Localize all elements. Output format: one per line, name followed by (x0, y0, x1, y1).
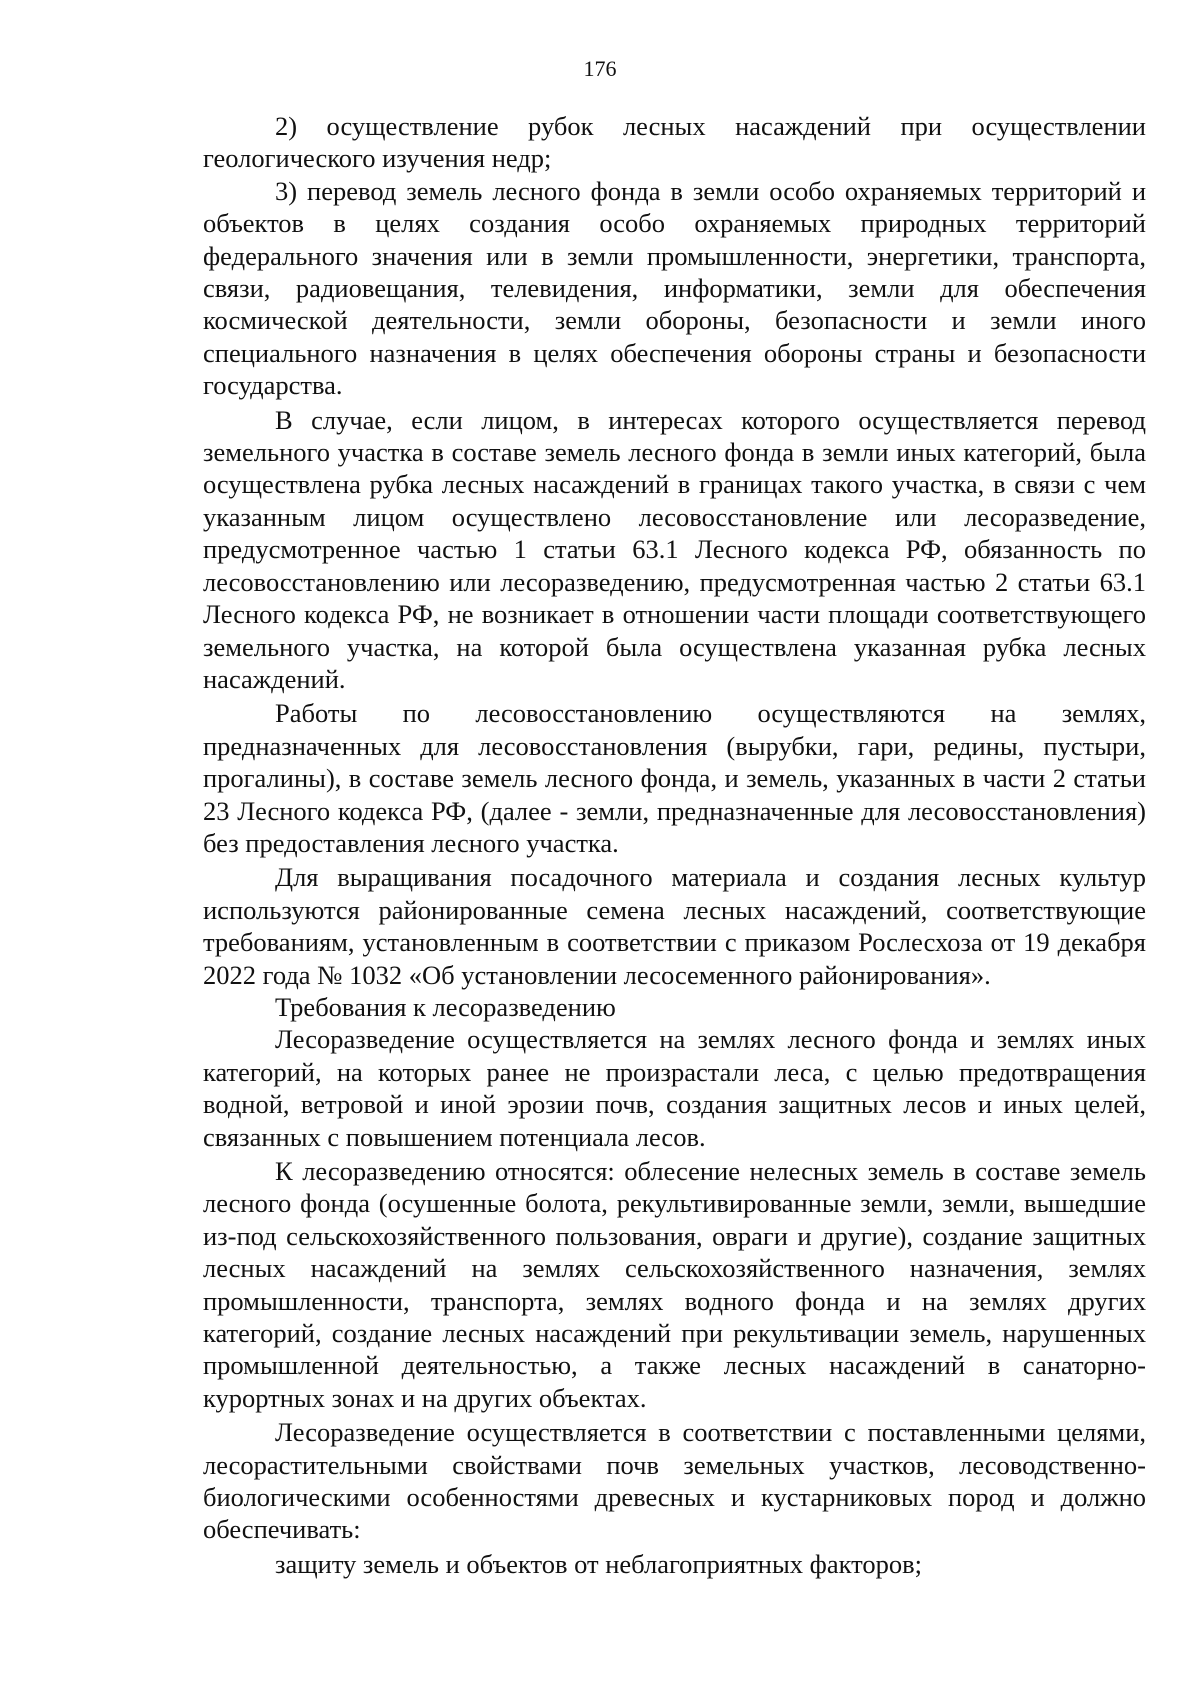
paragraph-afforestation-requirements: Лесоразведение осуществляется в соответствии с поставленными целями, лесорастительными свойствами почв земельных участков, лесоводственно-биологическими особенностями древесных и кустарниковых пород и должно обеспечивать: (203, 1417, 1146, 1545)
paragraph-planting-material: Для выращивания посадочного материала и создания лесных культур используются районированные семена лесных насаждений, соответствующие требованиям, установленным в соответствии с приказом Рослесхоза от 19 декабря 2022 года № 1032 «Об установлении лесосеменного районирования». (203, 862, 1146, 990)
paragraph-geological-study: 2) осуществление рубок лесных насаждений при осуществлении геологического изучения недр; (203, 111, 1146, 174)
page-number: 176 (583, 56, 617, 81)
section-heading-afforestation: Требования к лесоразведению (275, 991, 616, 1022)
paragraph-afforestation-definition: Лесоразведение осуществляется на землях лесного фонда и землях иных категорий, на которых ранее не произрастали леса, с целью предотвращения водной, ветровой и иной эрозии почв, создания защитных лесов и иных целей, связанных с повышением потенциала лесов. (203, 1024, 1146, 1152)
paragraph-afforestation-types: К лесоразведению относятся: облесение нелесных земель в составе земель лесного фонда (осушенные болота, рекультивированные земли, земли, вышедшие из-под сельскохозяйственного пользования, овраги и другие), создание защитных лесных насаждений на землях сельскохозяйственного назначения, землях промышленности, транспорта, землях водного фонда и на землях других категорий, создание лесных насаждений при рекультивации земель, нарушенных промышленной деятельностью, а также лесных насаждений в санаторно-курортных зонах и на других объектах. (203, 1156, 1146, 1413)
paragraph-land-protection: защиту земель и объектов от неблагоприятных факторов; (275, 1548, 922, 1579)
paragraph-reforestation-works: Работы по лесовосстановлению осуществляются на землях, предназначенных для лесовосстановления (вырубки, гари, редины, пустыри, прогалины), в составе земель лесного фонда, и земель, указанных в части 2 статьи 23 Лесного кодекса РФ, (далее - земли, предназначенные для лесовосстановления) без предоставления лесного участка. (203, 698, 1146, 858)
paragraph-land-transfer: 3) перевод земель лесного фонда в земли особо охраняемых территорий и объектов в целях создания особо охраняемых природных территорий федерального значения или в земли промышленности, энергетики, транспорта, связи, радиовещания, телевидения, информатики, земли для обеспечения космической деятельности, земли обороны, безопасности и земли иного специального назначения в целях обеспечения обороны страны и безопасности государства. (203, 175, 1146, 401)
document-body (203, 110, 1146, 1580)
paragraph-logging-obligation: В случае, если лицом, в интересах которого осуществляется перевод земельного участка в составе земель лесного фонда в земли иных категорий, была осуществлена рубка лесных насаждений в границах такого участка, в связи с чем указанным лицом осуществлено лесовосстановление или лесоразведение, предусмотренное частью 1 статьи 63.1 Лесного кодекса РФ, обязанность по лесовосстановлению или лесоразведению, предусмотренная частью 2 статьи 63.1 Лесного кодекса РФ, не возникает в отношении части площади соответствующего земельного участка, на которой была осуществлена указанная рубка лесных насаждений. (203, 404, 1146, 694)
